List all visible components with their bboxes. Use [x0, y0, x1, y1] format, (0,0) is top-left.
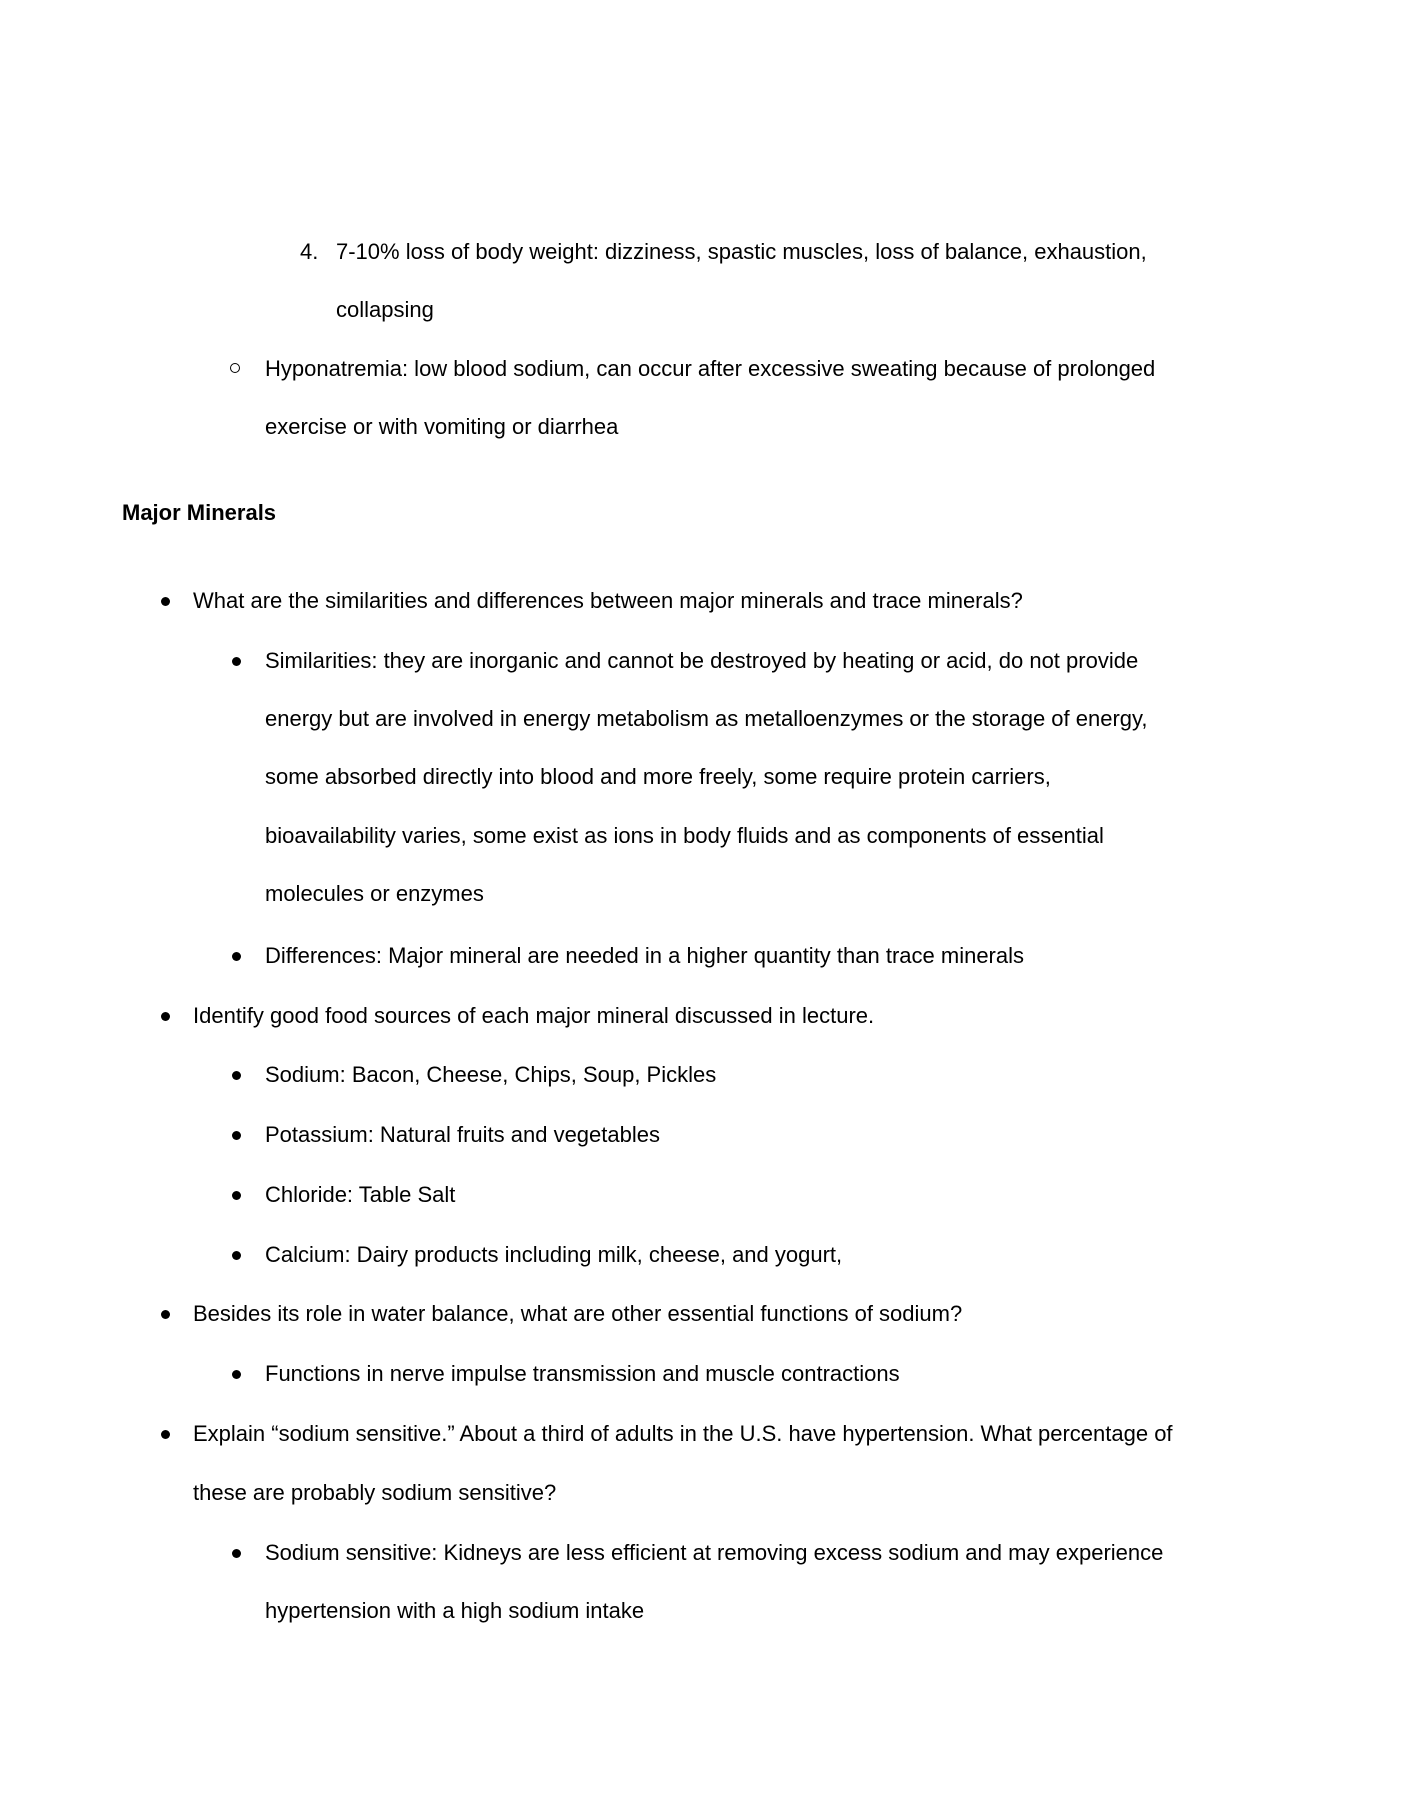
answer-line: Functions in nerve impulse transmission and muscle contractions — [265, 1361, 900, 1386]
bullet-icon — [232, 1071, 241, 1080]
question-text: What are the similarities and differences between major minerals and trace minerals? — [193, 588, 1023, 613]
question-text: these are probably sodium sensitive? — [193, 1480, 557, 1505]
bullet-icon — [232, 1370, 241, 1379]
bullet-icon — [232, 657, 241, 666]
list-item: Calcium: Dairy products including milk, cheese, and yogurt, — [265, 1242, 843, 1267]
numbered-item-line: 7-10% loss of body weight: dizziness, spastic muscles, loss of balance, exhaustion, — [336, 239, 1147, 264]
bullet-icon — [232, 1549, 241, 1558]
question-text: Explain “sodium sensitive.” About a third of adults in the U.S. have hypertension. What percentage of — [193, 1421, 1173, 1446]
numbered-item-line: collapsing — [336, 297, 434, 322]
answer-line: bioavailability varies, some exist as ions in body fluids and as components of essential — [265, 823, 1104, 848]
list-number: 4. — [300, 239, 319, 264]
bullet-icon — [161, 1430, 170, 1439]
question-text: Identify good food sources of each major mineral discussed in lecture. — [193, 1003, 875, 1028]
bullet-icon — [161, 1012, 170, 1021]
list-item: Potassium: Natural fruits and vegetables — [265, 1122, 660, 1147]
answer-line: Similarities: they are inorganic and cannot be destroyed by heating or acid, do not provide — [265, 648, 1139, 673]
answer-line: molecules or enzymes — [265, 881, 484, 906]
bullet-icon — [232, 952, 241, 961]
list-item: Chloride: Table Salt — [265, 1182, 456, 1207]
section-heading: Major Minerals — [122, 500, 277, 525]
bullet-icon — [161, 597, 170, 606]
bullet-icon — [232, 1251, 241, 1260]
bullet-icon — [232, 1191, 241, 1200]
list-item: Sodium: Bacon, Cheese, Chips, Soup, Pickles — [265, 1062, 717, 1087]
answer-line: Differences: Major mineral are needed in a higher quantity than trace minerals — [265, 943, 1024, 968]
answer-line: energy but are involved in energy metabolism as metalloenzymes or the storage of energy, — [265, 706, 1148, 731]
bullet-icon — [232, 1131, 241, 1140]
answer-line: hypertension with a high sodium intake — [265, 1598, 645, 1623]
question-text: Besides its role in water balance, what are other essential functions of sodium? — [193, 1301, 963, 1326]
answer-line: some absorbed directly into blood and more freely, some require protein carriers, — [265, 764, 1051, 789]
bullet-icon — [161, 1310, 170, 1319]
hyponatremia-line: exercise or with vomiting or diarrhea — [265, 414, 619, 439]
hyponatremia-line: Hyponatremia: low blood sodium, can occur after excessive sweating because of prolonged — [265, 356, 1156, 381]
hollow-bullet-icon — [230, 363, 240, 373]
answer-line: Sodium sensitive: Kidneys are less efficient at removing excess sodium and may experience — [265, 1540, 1164, 1565]
